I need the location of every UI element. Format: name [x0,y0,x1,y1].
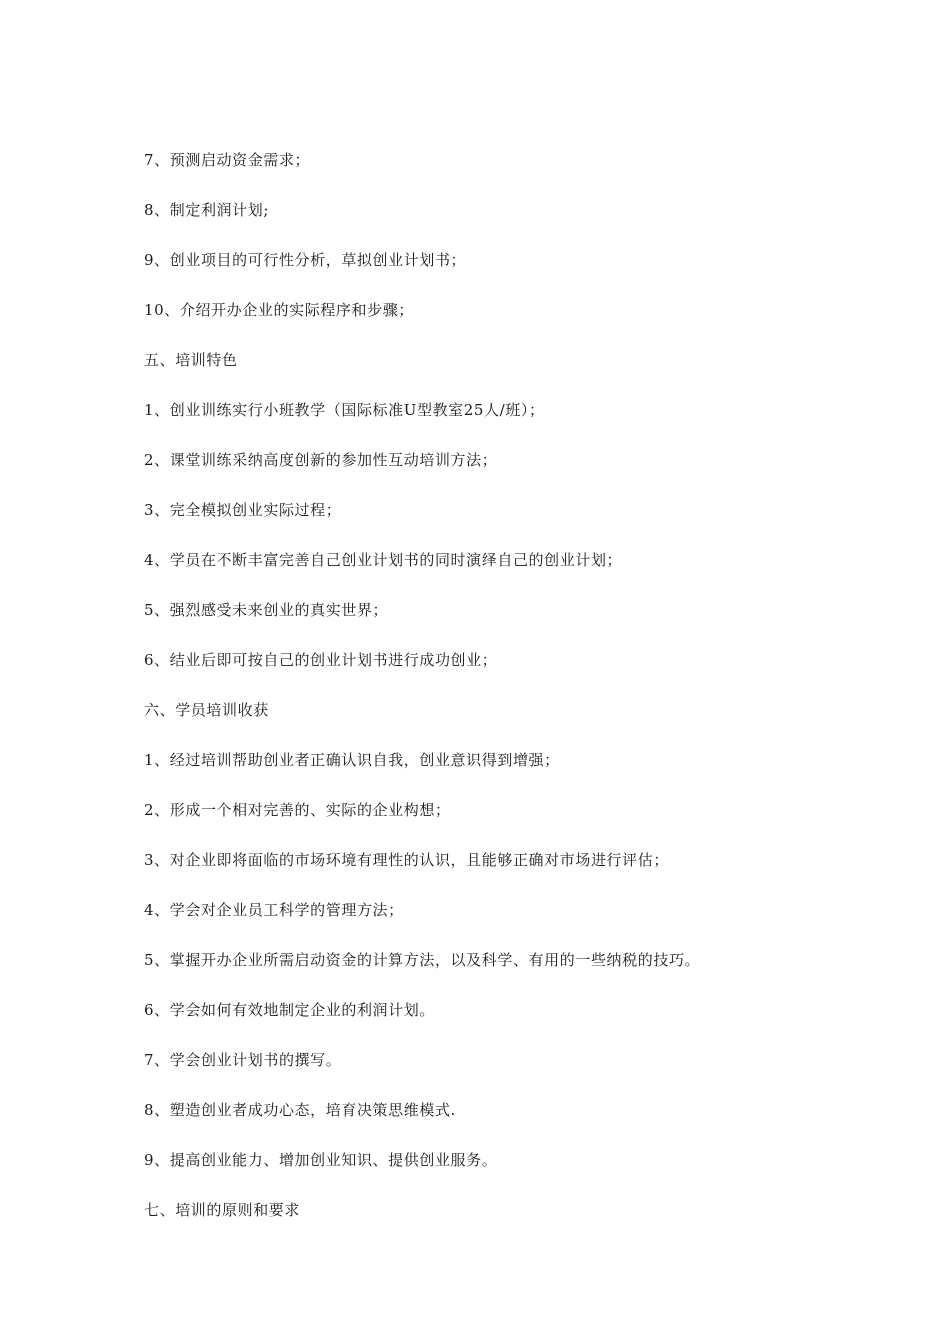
section-heading-training-features: 五、培训特色 [144,351,238,369]
list-item-after-graduation: 6、结业后即可按自己的创业计划书进行成功创业； [144,651,498,669]
list-item-funds-and-tax: 5、掌握开办企业所需启动资金的计算方法，以及科学、有用的一些纳税的技巧。 [144,951,701,969]
list-item-feasibility-analysis: 9、创业项目的可行性分析，草拟创业计划书； [144,251,467,269]
list-item-business-concept: 2、形成一个相对完善的、实际的企业构想； [144,801,451,819]
list-item-plan-refinement: 4、学员在不断丰富完善自己创业计划书的同时演绎自己的创业计划； [144,551,623,569]
section-heading-principles: 七、培训的原则和要求 [144,1201,301,1219]
list-item-interactive-methods: 2、课堂训练采纳高度创新的参加性互动培训方法； [144,451,498,469]
list-item-capability: 9、提高创业能力、增加创业知识、提供创业服务。 [144,1151,498,1169]
list-item-mindset: 8、塑造创业者成功心态，培育决策思维模式. [144,1101,456,1119]
list-item-profit-plan: 8、制定利润计划; [144,201,269,219]
document-body [144,148,844,1248]
list-item-simulation: 3、完全模拟创业实际过程； [144,501,342,519]
list-item-market-assessment: 3、对企业即将面临的市场环境有理性的认识，且能够正确对市场进行评估； [144,851,669,869]
list-item-profit-planning: 6、学会如何有效地制定企业的利润计划。 [144,1001,435,1019]
section-heading-trainee-gains: 六、学员培训收获 [144,701,269,719]
list-item-business-procedures: 10、介绍开办企业的实际程序和步骤； [144,301,414,319]
list-item-plan-writing: 7、学会创业计划书的撰写。 [144,1051,342,1069]
list-item-self-awareness: 1、经过培训帮助创业者正确认识自我，创业意识得到增强； [144,751,560,769]
list-item-staff-management: 4、学会对企业员工科学的管理方法； [144,901,404,919]
list-item-real-world: 5、强烈感受未来创业的真实世界； [144,601,389,619]
list-item-small-class: 1、创业训练实行小班教学（国际标准U型教室25人/班）； [144,401,545,419]
list-item-predict-startup-funds: 7、预测启动资金需求； [144,151,311,169]
